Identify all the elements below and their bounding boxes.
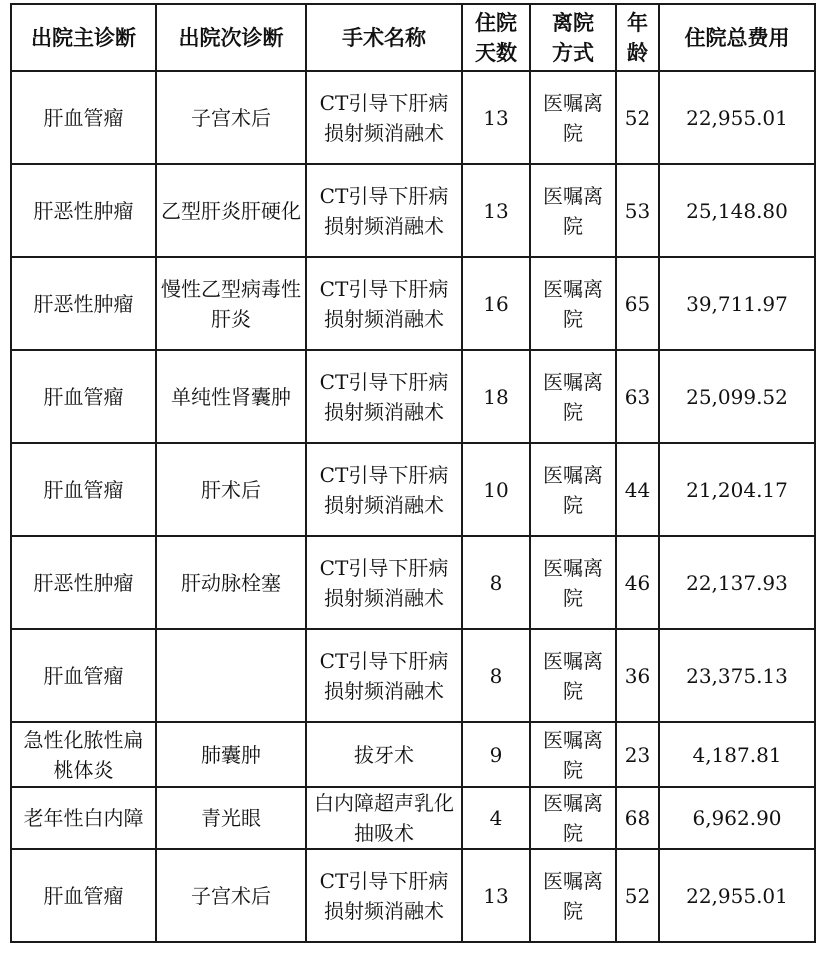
secondary-diagnosis-cell: 肝动脉栓塞 [156,536,306,629]
primary-diagnosis-cell: 老年性白内障 [11,787,156,849]
secondary-diagnosis-cell: 肝术后 [156,443,306,536]
age-cell: 52 [616,71,659,164]
header-cell: 手术名称 [306,4,462,71]
secondary-diagnosis-cell: 慢性乙型病毒性肝炎 [156,257,306,350]
primary-diagnosis-cell: 肝血管瘤 [11,443,156,536]
stay-days-cell: 4 [462,787,530,849]
age-cell: 23 [616,722,659,787]
header-cell: 住院总费用 [659,4,815,71]
stay-days-cell: 13 [462,164,530,257]
stay-days-cell: 9 [462,722,530,787]
discharge-method-cell: 医嘱离院 [530,722,616,787]
total-cost-cell: 39,711.97 [659,257,815,350]
total-cost-cell: 23,375.13 [659,629,815,722]
primary-diagnosis-cell: 肝血管瘤 [11,629,156,722]
discharge-method-cell: 医嘱离院 [530,350,616,443]
surgery-name-cell: CT引导下肝病损射频消融术 [306,257,462,350]
patient-record-table [10,3,816,943]
surgery-name-cell: CT引导下肝病损射频消融术 [306,443,462,536]
discharge-method-cell: 医嘱离院 [530,164,616,257]
discharge-method-cell: 医嘱离院 [530,629,616,722]
table-row [11,629,815,722]
total-cost-cell: 25,148.80 [659,164,815,257]
age-cell: 52 [616,849,659,942]
surgery-name-cell: CT引导下肝病损射频消融术 [306,536,462,629]
stay-days-cell: 16 [462,257,530,350]
secondary-diagnosis-cell: 肺囊肿 [156,722,306,787]
primary-diagnosis-cell: 肝恶性肿瘤 [11,164,156,257]
stay-days-cell: 8 [462,629,530,722]
primary-diagnosis-cell: 急性化脓性扁桃体炎 [11,722,156,787]
total-cost-cell: 22,137.93 [659,536,815,629]
discharge-method-cell: 医嘱离院 [530,536,616,629]
discharge-method-cell: 医嘱离院 [530,443,616,536]
table-row [11,849,815,942]
surgery-name-cell: 白内障超声乳化抽吸术 [306,787,462,849]
total-cost-cell: 22,955.01 [659,849,815,942]
age-cell: 53 [616,164,659,257]
total-cost-cell: 6,962.90 [659,787,815,849]
age-cell: 46 [616,536,659,629]
stay-days-cell: 18 [462,350,530,443]
surgery-name-cell: CT引导下肝病损射频消融术 [306,629,462,722]
header-cell: 出院次诊断 [156,4,306,71]
age-cell: 36 [616,629,659,722]
header-cell: 出院主诊断 [11,4,156,71]
header-cell: 年 龄 [616,4,659,71]
table-row [11,722,815,787]
table-row [11,71,815,164]
discharge-method-cell: 医嘱离院 [530,71,616,164]
total-cost-cell: 21,204.17 [659,443,815,536]
surgery-name-cell: CT引导下肝病损射频消融术 [306,350,462,443]
age-cell: 63 [616,350,659,443]
secondary-diagnosis-cell [156,629,306,722]
header-row [11,4,815,71]
header-cell: 离院 方式 [530,4,616,71]
primary-diagnosis-cell: 肝恶性肿瘤 [11,536,156,629]
table-row [11,164,815,257]
secondary-diagnosis-cell: 子宫术后 [156,71,306,164]
total-cost-cell: 4,187.81 [659,722,815,787]
discharge-method-cell: 医嘱离院 [530,787,616,849]
surgery-name-cell: 拔牙术 [306,722,462,787]
primary-diagnosis-cell: 肝血管瘤 [11,849,156,942]
secondary-diagnosis-cell: 单纯性肾囊肿 [156,350,306,443]
stay-days-cell: 10 [462,443,530,536]
age-cell: 65 [616,257,659,350]
primary-diagnosis-cell: 肝恶性肿瘤 [11,257,156,350]
total-cost-cell: 22,955.01 [659,71,815,164]
primary-diagnosis-cell: 肝血管瘤 [11,71,156,164]
surgery-name-cell: CT引导下肝病损射频消融术 [306,849,462,942]
table-row [11,443,815,536]
discharge-method-cell: 医嘱离院 [530,257,616,350]
table-row [11,787,815,849]
total-cost-cell: 25,099.52 [659,350,815,443]
age-cell: 68 [616,787,659,849]
stay-days-cell: 13 [462,849,530,942]
primary-diagnosis-cell: 肝血管瘤 [11,350,156,443]
secondary-diagnosis-cell: 乙型肝炎肝硬化 [156,164,306,257]
age-cell: 44 [616,443,659,536]
surgery-name-cell: CT引导下肝病损射频消融术 [306,164,462,257]
table-row [11,536,815,629]
table-row [11,257,815,350]
secondary-diagnosis-cell: 子宫术后 [156,849,306,942]
secondary-diagnosis-cell: 青光眼 [156,787,306,849]
discharge-method-cell: 医嘱离院 [530,849,616,942]
surgery-name-cell: CT引导下肝病损射频消融术 [306,71,462,164]
table-row [11,350,815,443]
stay-days-cell: 13 [462,71,530,164]
header-cell: 住院 天数 [462,4,530,71]
stay-days-cell: 8 [462,536,530,629]
